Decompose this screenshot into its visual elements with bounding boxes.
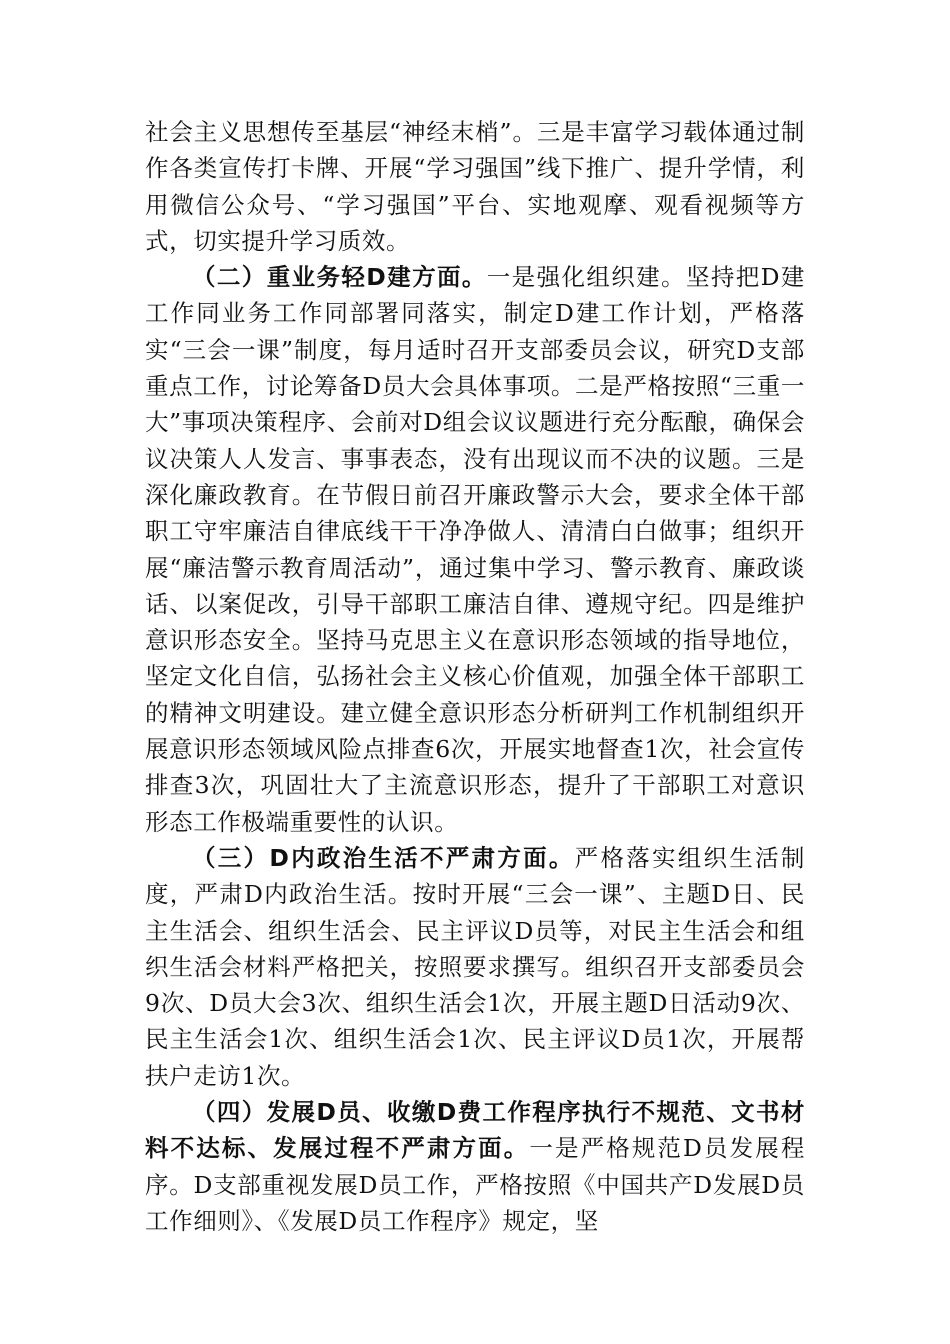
section-heading: （四）发展D员、收缴D费工作程序执行不规范、文书材料不达标、发展过程不严肃方面。	[145, 1098, 805, 1163]
paragraph-section-two	[145, 259, 805, 840]
paragraph-continuation	[145, 114, 805, 259]
section-heading: （二）重业务轻D建方面。	[192, 263, 487, 292]
paragraph-section-three	[145, 840, 805, 1094]
paragraph-body: 社会主义思想传至基层“神经末梢”。三是丰富学习载体通过制作各类宣传打卡牌、开展“学习强国”线下推广、提升学情，利用微信公众号、“学习强国”平台、实地观摩、观看视频等方式，切实提升学习质效。	[145, 118, 805, 255]
paragraph-body: 一是强化组织建。坚持把D建工作同业务工作同部署同落实，制定D建工作计划，严格落实“三会一课”制度，每月适时召开支部委员会议，研究D支部重点工作，讨论筹备D员大会具体事项。二是严格按照“三重一大”事项决策程序、会前对D组会议议题进行充分酝酿，确保会议决策人人发言、事事表态，没有出现议而不决的议题。三是深化廉政教育。在节假日前召开廉政警示大会，要求全体干部职工守牢廉洁自律底线干干净净做人、清清白白做事；组织开展“廉洁警示教育周活动”，通过集中学习、警示教育、廉政谈话、以案促改，引导干部职工廉洁自律、遵规守纪。四是维护意识形态安全。坚持马克思主义在意识形态领域的指导地位，坚定文化自信，弘扬社会主义核心价值观，加强全体干部职工的精神文明建设。建立健全意识形态分析研判工作机制组织开展意识形态领域风险点排查6次，开展实地督查1次，社会宣传排查3次，巩固壮大了主流意识形态，提升了干部职工对意识形态工作极端重要性的认识。	[145, 263, 805, 836]
document-body	[145, 114, 805, 1239]
section-heading: （三）D内政治生活不严肃方面。	[192, 843, 575, 872]
paragraph-body: 一是严格规范D员发展程序。D支部重视发展D员工作，严格按照《中国共产D发展D员工作细则》、《发展D员工作程序》规定，坚	[145, 1134, 805, 1235]
paragraph-section-four	[145, 1094, 805, 1239]
paragraph-body: 严格落实组织生活制度，严肃D内政治生活。按时开展“三会一课”、主题D日、民主生活会、组织生活会、民主评议D员等，对民主生活会和组织生活会材料严格把关，按照要求撰写。组织召开支部委员会9次、D员大会3次、组织生活会1次，开展主题D日活动9次、民主生活会1次、组织生活会1次、民主评议D员1次，开展帮扶户走访1次。	[145, 843, 805, 1090]
